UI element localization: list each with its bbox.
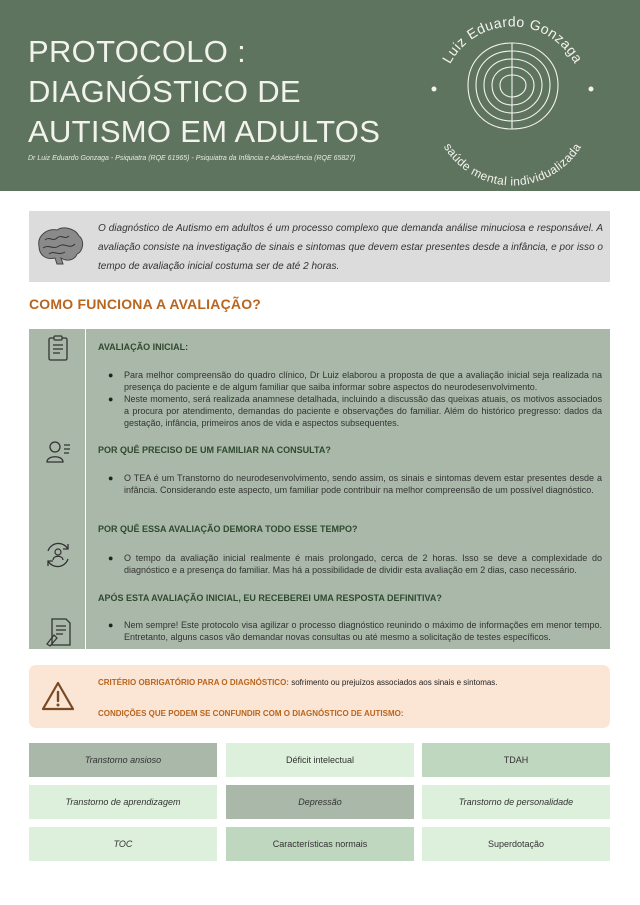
- tree-ring-icon: [468, 43, 558, 129]
- person-list-icon: [44, 438, 72, 466]
- condition-cell: Superdotação: [422, 827, 610, 861]
- page-title: [28, 32, 408, 152]
- question-family-member: POR QUÊ PRECISO DE UM FAMILIAR NA CONSULTA?: [98, 445, 331, 455]
- icon-column: [29, 329, 86, 649]
- condition-cell: Transtorno de aprendizagem: [29, 785, 217, 819]
- logo-top-text: Luiz Eduardo Gonzaga: [438, 13, 587, 66]
- title-line-2: DIAGNÓSTICO DE: [28, 74, 301, 109]
- condition-cell: TDAH: [422, 743, 610, 777]
- criterion-text: sofrimento ou prejuízos associados aos sinais e sintomas.: [291, 678, 498, 687]
- condition-cell: Depressão: [226, 785, 414, 819]
- svg-text:saúde mental individualizada: [441, 140, 584, 188]
- logo-bottom-text: saúde mental individualizada: [440, 140, 585, 189]
- condition-cell: Déficit intelectual: [226, 743, 414, 777]
- title-line-1: PROTOCOLO :: [28, 34, 247, 69]
- bullet-item: ● Neste momento, será realizada anamnese detalhada, incluindo a discussão das queixas atuais, os motivos associados a procura por atendimento, demandas do paciente e observações do familiar. Além do histórico pregresso: dados da gestação, infância, primeiros anos de vida e aspectos subsequentes.: [108, 393, 602, 429]
- condition-cell: Transtorno de personalidade: [422, 785, 610, 819]
- author-credits: Dr Luiz Eduardo Gonzaga - Psiquiatra (RQE 61965) - Psiquiatra da Infância e Adolescência (RQE 65827): [28, 155, 356, 162]
- conditions-label: CONDIÇÕES QUE PODEM SE CONFUNDIR COM O DIAGNÓSTICO DE AUTISMO:: [98, 709, 404, 718]
- condition-cell: Características normais: [226, 827, 414, 861]
- condition-cell: Transtorno ansioso: [29, 743, 217, 777]
- title-line-3: AUTISMO EM ADULTOS: [28, 114, 381, 149]
- warning-icon: [41, 680, 75, 712]
- section-title: COMO FUNCIONA A AVALIAÇÃO?: [29, 296, 262, 312]
- mandatory-criterion: [98, 678, 498, 687]
- criteria-box: [29, 665, 610, 728]
- condition-cell: TOC: [29, 827, 217, 861]
- logo: [420, 5, 605, 190]
- question-definitive-answer: APÓS ESTA AVALIAÇÃO INICIAL, EU RECEBEREI UMA RESPOSTA DEFINITIVA?: [98, 593, 442, 603]
- bullet-item: ● Para melhor compreensão do quadro clínico, Dr Luiz elaborou a proposta de que a avaliação inicial seja realizada na presença do paciente e de algum familiar que saiba informar sobre aspectos do neurodesenvolvimento.: [108, 369, 602, 393]
- bullet-item: ● O tempo da avaliação inicial realmente é mais prolongado, cerca de 2 horas. Isso se deve a complexidade do diagnóstico e a presença do familiar. Mas há a possibilidade de dividir esta avaliação em 2 dias, caso necessário.: [108, 552, 602, 576]
- criterion-label: CRITÉRIO OBRIGATÓRIO PARA O DIAGNÓSTICO:: [98, 678, 289, 687]
- clipboard-icon: [44, 334, 72, 362]
- document-pen-icon: [44, 616, 74, 648]
- intro-text: O diagnóstico de Autismo em adultos é um processo complexo que demanda análise minuciosa e responsável. A avaliação consiste na investigação de sinais e sintomas que devem estar presentes desde a infância, e por isso o tempo de avaliação inicial costuma ser de até 2 horas.: [98, 223, 603, 272]
- refresh-person-icon: [42, 539, 74, 571]
- bullet-item: ● O TEA é um Transtorno do neurodesenvolvimento, sendo assim, os sinais e sintomas devem estar presentes desde a infância. Considerando este aspecto, um familiar pode contribuir na melhor compreensão de um possível diagnóstico.: [108, 472, 602, 496]
- question-initial-evaluation: AVALIAÇÃO INICIAL:: [98, 342, 189, 352]
- question-duration: POR QUÊ ESSA AVALIAÇÃO DEMORA TODO ESSE TEMPO?: [98, 524, 358, 534]
- brain-icon: [33, 224, 85, 268]
- bullet-item: ● Nem sempre! Este protocolo visa agilizar o processo diagnóstico reunindo o máximo de informações em menor tempo. Entretanto, alguns casos vão demandar novas consultas ou até mesmo a solicitação de testes específicos.: [108, 619, 602, 643]
